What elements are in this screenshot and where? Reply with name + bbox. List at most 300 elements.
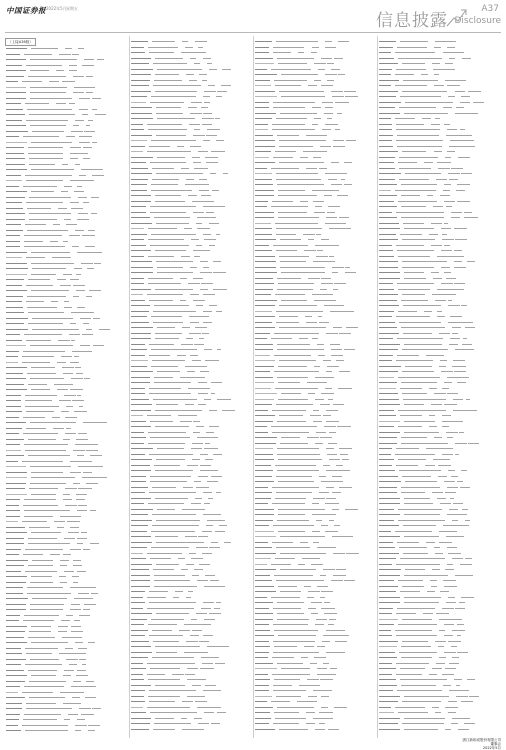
table-cell (207, 520, 220, 521)
table-row (131, 476, 146, 477)
table-cell (446, 278, 455, 279)
table-cell (395, 85, 427, 86)
table-cell (330, 311, 343, 312)
table-cell (186, 564, 193, 565)
table-row (255, 162, 275, 163)
table-cell (460, 487, 471, 488)
table-row (379, 553, 399, 554)
table-cell (434, 47, 441, 48)
table-cell (458, 729, 469, 730)
table-cell (457, 184, 470, 185)
table-cell (157, 118, 195, 119)
table-row (255, 300, 277, 301)
table-cell (447, 393, 459, 394)
table-cell (30, 59, 77, 60)
table-cell (338, 173, 347, 174)
table-cell (153, 641, 179, 642)
table-cell (27, 593, 71, 594)
table-cell (458, 157, 470, 158)
table-cell (199, 190, 209, 191)
table-cell (22, 362, 50, 363)
table-cell (188, 283, 200, 284)
table-cell (67, 521, 81, 522)
table-row (6, 285, 22, 286)
table-row (131, 613, 152, 614)
table-row (255, 272, 277, 273)
table-row (6, 444, 20, 445)
table-row (6, 54, 20, 55)
table-row (255, 619, 273, 620)
table-cell (194, 52, 206, 53)
table-cell (24, 686, 64, 687)
table-row (255, 135, 273, 136)
table-cell (397, 47, 427, 48)
table-cell (61, 411, 69, 412)
table-cell (71, 208, 84, 209)
table-cell (148, 283, 181, 284)
table-cell (336, 569, 346, 570)
table-cell (452, 718, 465, 719)
table-cell (221, 85, 231, 86)
table-cell (276, 404, 313, 405)
table-cell (206, 432, 215, 433)
table-cell (203, 322, 212, 323)
table-row (6, 230, 23, 231)
table-row (6, 400, 21, 401)
table-cell (459, 432, 465, 433)
table-cell (313, 718, 327, 719)
table-row (6, 615, 20, 616)
table-cell (431, 272, 439, 273)
table-cell (273, 525, 314, 526)
table-row (379, 619, 398, 620)
table-cell (185, 184, 199, 185)
table-row (379, 102, 401, 103)
table-cell (54, 521, 66, 522)
table-cell (60, 285, 71, 286)
table-cell (276, 250, 296, 251)
table-cell (195, 327, 207, 328)
table-row (379, 80, 399, 81)
table-cell (402, 619, 432, 620)
table-cell (461, 470, 467, 471)
table-cell (432, 707, 439, 708)
table-cell (27, 109, 72, 110)
table-cell (461, 96, 470, 97)
table-cell (277, 613, 304, 614)
table-cell (431, 586, 437, 587)
table-row (6, 642, 27, 643)
table-cell (448, 41, 455, 42)
table-row (379, 74, 391, 75)
table-row (255, 685, 269, 686)
table-cell (91, 213, 97, 214)
table-cell (202, 316, 209, 317)
table-column-2 (129, 36, 252, 738)
table-row (379, 470, 395, 471)
table-cell (29, 114, 75, 115)
table-cell (455, 421, 464, 422)
table-cell (449, 690, 462, 691)
table-cell (74, 411, 88, 412)
table-row (255, 481, 274, 482)
table-cell (28, 384, 46, 385)
table-cell (91, 466, 104, 467)
table-cell (83, 609, 91, 610)
table-row (255, 575, 270, 576)
table-cell (83, 461, 92, 462)
table-cell (86, 125, 91, 126)
table-row (6, 147, 24, 148)
table-cell (327, 300, 335, 301)
table-cell (72, 697, 80, 698)
table-cell (404, 344, 443, 345)
table-cell (157, 371, 180, 372)
table-row (6, 351, 19, 352)
table-cell (195, 729, 204, 730)
table-cell (403, 305, 441, 306)
table-cell (24, 510, 70, 511)
table-row (379, 366, 401, 367)
table-cell (60, 516, 72, 517)
table-row (131, 102, 146, 103)
table-cell (276, 322, 298, 323)
table-row (255, 679, 270, 680)
table-row (6, 587, 23, 588)
table-cell (453, 503, 463, 504)
table-cell (190, 635, 200, 636)
table-row (6, 318, 28, 319)
table-cell (216, 234, 221, 235)
table-cell (205, 360, 219, 361)
table-row (6, 488, 25, 489)
table-cell (202, 118, 214, 119)
table-row (131, 558, 146, 559)
table-cell (204, 619, 216, 620)
table-row (6, 549, 21, 550)
table-cell (29, 219, 57, 220)
table-cell (404, 498, 430, 499)
table-row (255, 509, 274, 510)
table-cell (217, 586, 224, 587)
table-cell (402, 294, 425, 295)
table-row (6, 417, 19, 418)
table-row (6, 433, 19, 434)
table-cell (31, 191, 54, 192)
table-cell (339, 652, 345, 653)
table-cell (182, 327, 190, 328)
table-cell (327, 80, 334, 81)
table-cell (443, 525, 456, 526)
table-row (6, 659, 26, 660)
table-cell (273, 723, 299, 724)
table-cell (194, 168, 207, 169)
table-cell (305, 316, 312, 317)
table-row (6, 169, 27, 170)
table-row (131, 256, 144, 257)
table-cell (274, 333, 319, 334)
table-cell (312, 503, 319, 504)
table-cell (157, 327, 175, 328)
table-cell (147, 707, 190, 708)
table-cell (320, 289, 327, 290)
table-row (6, 389, 27, 390)
table-cell (275, 294, 305, 295)
table-row (6, 384, 24, 385)
table-row (131, 146, 145, 147)
table-cell (77, 219, 89, 220)
table-cell (435, 41, 449, 42)
table-cell (447, 85, 460, 86)
table-cell (156, 404, 178, 405)
table-cell (64, 571, 74, 572)
table-row (379, 426, 394, 427)
table-row (379, 41, 396, 42)
table-cell (151, 234, 196, 235)
table-cell (198, 151, 208, 152)
table-cell (327, 366, 339, 367)
table-cell (450, 316, 462, 317)
table-cell (194, 129, 200, 130)
table-cell (149, 355, 170, 356)
table-cell (73, 565, 82, 566)
table-cell (439, 542, 452, 543)
table-cell (200, 454, 209, 455)
table-cell (205, 157, 218, 158)
table-row (6, 620, 19, 621)
table-cell (439, 366, 445, 367)
table-cell (64, 538, 75, 539)
table-cell (203, 267, 210, 268)
table-row (379, 487, 397, 488)
table-cell (148, 696, 180, 697)
table-cell (427, 591, 435, 592)
table-cell (276, 179, 321, 180)
table-cell (28, 670, 57, 671)
table-cell (75, 164, 80, 165)
table-cell (180, 300, 186, 301)
table-cell (448, 597, 455, 598)
table-cell (403, 525, 436, 526)
table-row (379, 107, 395, 108)
table-cell (326, 470, 340, 471)
table-cell (451, 476, 458, 477)
table-cell (313, 421, 322, 422)
table-cell (424, 162, 432, 163)
table-cell (326, 333, 338, 334)
table-cell (429, 426, 437, 427)
table-cell (426, 355, 438, 356)
table-row (131, 300, 145, 301)
table-cell (27, 373, 57, 374)
table-cell (25, 664, 61, 665)
table-row (131, 322, 149, 323)
table-cell (194, 481, 200, 482)
table-row (379, 575, 400, 576)
table-cell (300, 542, 308, 543)
table-row (379, 476, 398, 477)
table-row (255, 146, 275, 147)
table-cell (398, 410, 446, 411)
table-cell (433, 69, 447, 70)
table-cell (62, 367, 73, 368)
table-row (6, 76, 24, 77)
table-cell (281, 96, 325, 97)
table-cell (279, 256, 309, 257)
table-cell (445, 63, 453, 64)
table-cell (279, 91, 324, 92)
table-cell (196, 547, 209, 548)
continued-label: （上接A36版） (5, 38, 36, 46)
table-cell (312, 531, 320, 532)
table-cell (327, 63, 334, 64)
table-cell (31, 290, 68, 291)
table-cell (156, 261, 192, 262)
table-cell (77, 510, 87, 511)
table-row (379, 690, 393, 691)
disclosure-table (5, 36, 501, 738)
table-cell (328, 443, 336, 444)
table-cell (273, 624, 308, 625)
table-row (6, 114, 25, 115)
table-cell (155, 195, 181, 196)
table-cell (321, 707, 328, 708)
table-cell (438, 646, 444, 647)
table-cell (217, 91, 227, 92)
table-cell (434, 151, 443, 152)
table-row (6, 521, 18, 522)
table-cell (333, 575, 346, 576)
table-cell (209, 613, 221, 614)
table-cell (155, 536, 178, 537)
table-row (6, 499, 20, 500)
table-cell (310, 701, 317, 702)
table-cell (344, 349, 354, 350)
table-cell (28, 323, 63, 324)
table-cell (275, 465, 316, 466)
table-row (379, 168, 395, 169)
table-cell (307, 679, 318, 680)
table-row (6, 356, 18, 357)
table-cell (396, 245, 424, 246)
table-row (131, 74, 151, 75)
table-cell (71, 340, 75, 341)
table-cell (76, 499, 85, 500)
table-row (6, 263, 27, 264)
table-cell (196, 487, 210, 488)
table-cell (71, 378, 83, 379)
table-cell (396, 663, 429, 664)
table-cell (59, 400, 71, 401)
table-cell (326, 421, 339, 422)
table-row (255, 91, 275, 92)
table-cell (320, 575, 326, 576)
table-cell (332, 267, 344, 268)
table-cell (457, 481, 464, 482)
table-cell (190, 113, 202, 114)
table-cell (397, 542, 419, 543)
table-cell (280, 113, 317, 114)
table-cell (190, 294, 200, 295)
table-cell (154, 586, 198, 587)
table-row (6, 164, 25, 165)
table-cell (211, 542, 219, 543)
table-row (131, 619, 147, 620)
table-cell (223, 173, 229, 174)
table-cell (194, 718, 202, 719)
table-row (379, 443, 397, 444)
table-cell (445, 294, 456, 295)
table-row (255, 388, 271, 389)
table-cell (396, 465, 418, 466)
table-cell (192, 157, 200, 158)
table-cell (190, 355, 198, 356)
table-cell (327, 212, 335, 213)
table-row (379, 146, 393, 147)
table-cell (446, 602, 456, 603)
table-cell (153, 322, 183, 323)
table-cell (26, 708, 72, 709)
table-cell (187, 668, 197, 669)
table-row (379, 179, 395, 180)
table-row (379, 503, 400, 504)
table-cell (335, 641, 347, 642)
table-row (6, 648, 21, 649)
table-cell (273, 102, 316, 103)
table-cell (86, 92, 93, 93)
table-cell (22, 521, 47, 522)
table-cell (466, 399, 471, 400)
table-cell (442, 608, 454, 609)
table-cell (271, 597, 300, 598)
table-cell (92, 708, 101, 709)
table-cell (73, 296, 80, 297)
table-cell (216, 206, 224, 207)
table-cell (336, 635, 349, 636)
table-row (6, 571, 21, 572)
table-cell (30, 70, 49, 71)
table-cell (205, 575, 216, 576)
table-cell (192, 459, 200, 460)
table-cell (344, 91, 356, 92)
table-cell (207, 63, 212, 64)
table-cell (434, 437, 442, 438)
table-cell (204, 349, 213, 350)
table-cell (326, 261, 334, 262)
table-cell (395, 190, 435, 191)
table-cell (217, 712, 226, 713)
table-row (379, 239, 398, 240)
table-cell (277, 520, 309, 521)
table-cell (272, 124, 305, 125)
table-cell (277, 135, 299, 136)
table-cell (77, 252, 91, 253)
table-cell (280, 536, 325, 537)
table-cell (59, 54, 71, 55)
table-cell (278, 509, 325, 510)
table-cell (448, 701, 457, 702)
table-cell (333, 289, 337, 290)
table-cell (79, 659, 86, 660)
table-cell (78, 488, 92, 489)
table-cell (31, 532, 61, 533)
table-cell (303, 234, 316, 235)
table-cell (280, 569, 316, 570)
table-row (131, 481, 146, 482)
table-cell (75, 642, 82, 643)
table-row (131, 344, 145, 345)
table-cell (438, 476, 448, 477)
